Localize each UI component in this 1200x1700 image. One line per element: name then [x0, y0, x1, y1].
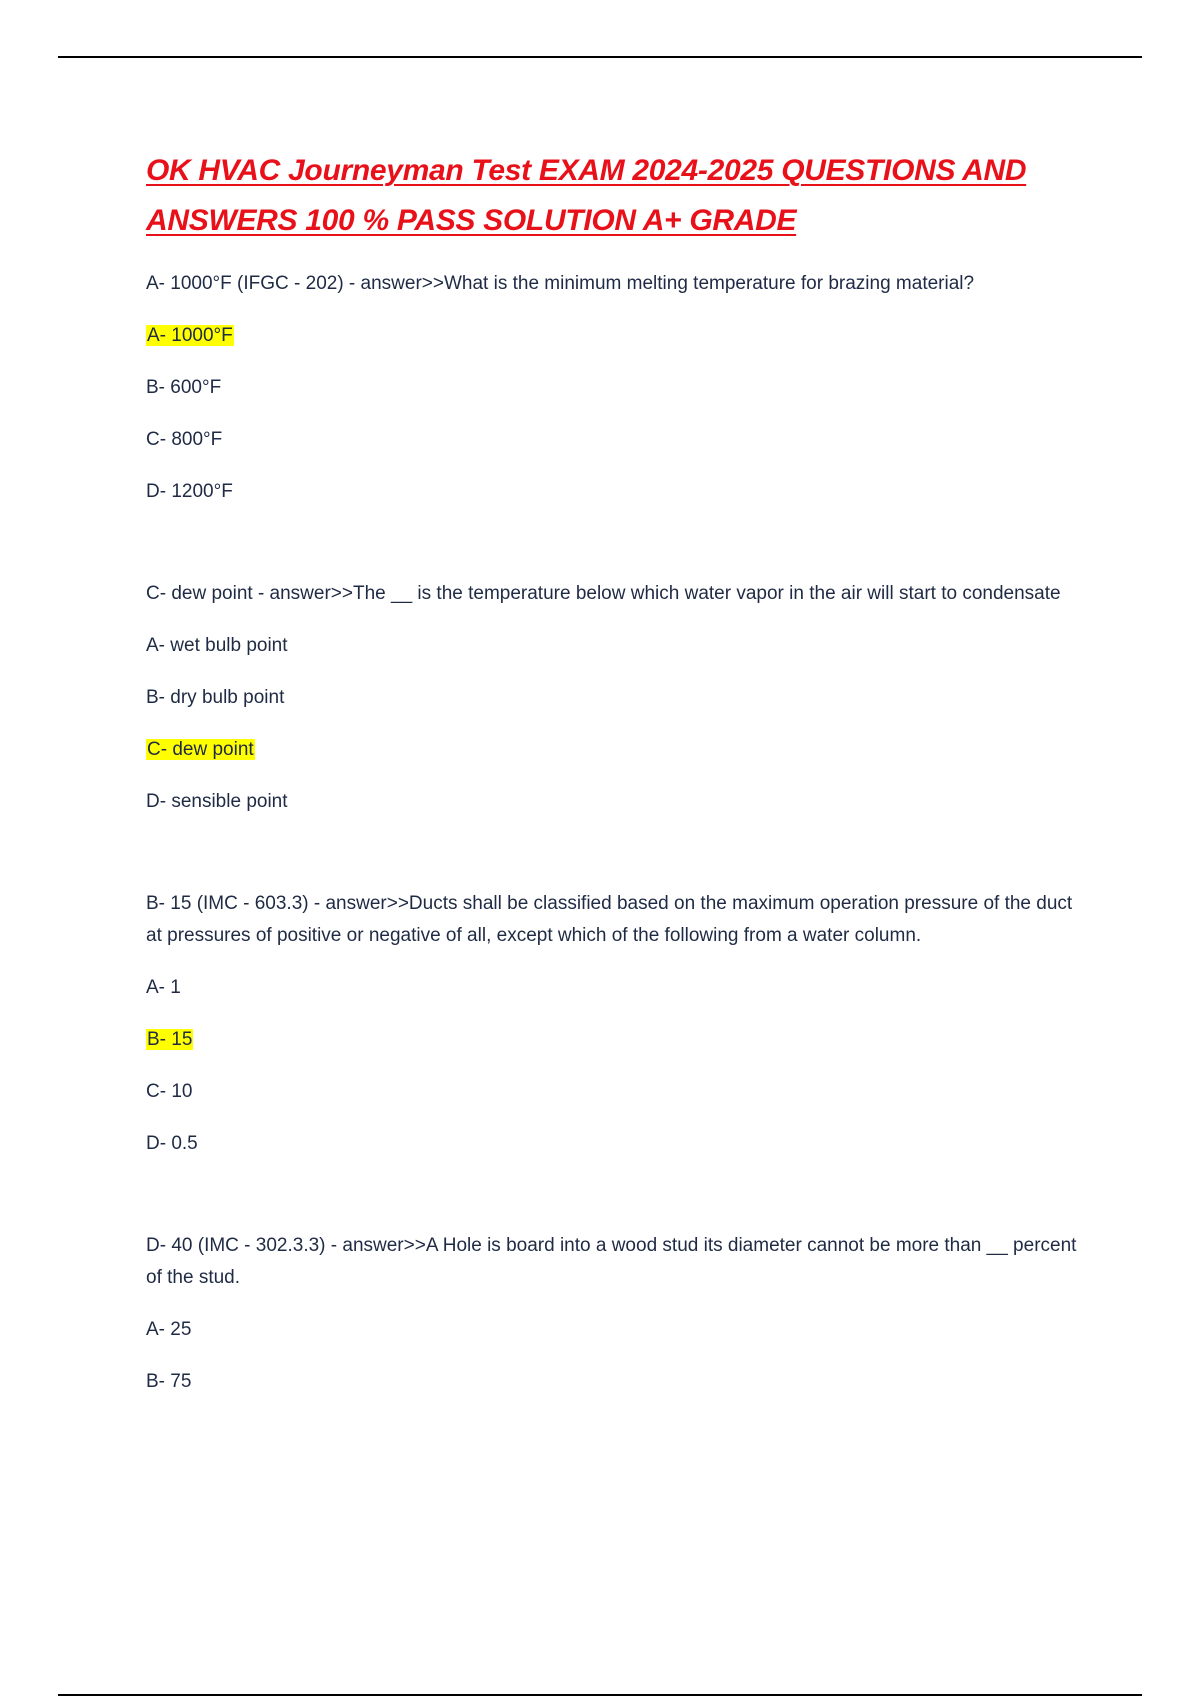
question-block — [146, 578, 1086, 818]
footer-rule — [58, 1694, 1142, 1696]
correct-answer-highlight: C- dew point — [147, 739, 254, 760]
answer-option: A- 1 — [146, 977, 181, 998]
question-text: B- 15 (IMC - 603.3) - answer>>Ducts shall be classified based on the maximum operation pressure of the duct at pressures of positive or negative of all, except which of the following from a water column. — [146, 893, 1073, 946]
question-block — [146, 268, 1086, 508]
correct-answer-highlight: B- 15 — [147, 1029, 193, 1050]
question-text: D- 40 (IMC - 302.3.3) - answer>>A Hole is board into a wood stud its diameter cannot be more than __ percent of the stud. — [146, 1235, 1077, 1288]
answer-option — [146, 320, 1086, 352]
answer-option: B- 600°F — [146, 377, 222, 398]
question-text: C- dew point - answer>>The __ is the temperature below which water vapor in the air will start to condensate — [146, 583, 1061, 604]
answer-option: B- dry bulb point — [146, 687, 285, 708]
header-rule — [58, 56, 1142, 58]
document-title: OK HVAC Journeyman Test EXAM 2024-2025 QUESTIONS AND ANSWERS 100 % PASS SOLUTION A+ GRADE — [146, 154, 1027, 237]
answer-option: B- 75 — [146, 1371, 192, 1392]
answer-option — [146, 1024, 1086, 1056]
question-block — [146, 888, 1086, 1160]
answer-option: D- sensible point — [146, 791, 288, 812]
answer-option: D- 0.5 — [146, 1133, 198, 1154]
question-block — [146, 1230, 1086, 1398]
answer-option: A- 25 — [146, 1319, 192, 1340]
answer-option: A- wet bulb point — [146, 635, 288, 656]
question-text: A- 1000°F (IFGC - 202) - answer>>What is the minimum melting temperature for brazing material? — [146, 273, 975, 294]
answer-option: C- 800°F — [146, 429, 223, 450]
answer-option: D- 1200°F — [146, 481, 233, 502]
answer-option: C- 10 — [146, 1081, 193, 1102]
document-body — [146, 146, 1086, 1468]
answer-option — [146, 734, 1086, 766]
correct-answer-highlight: A- 1000°F — [147, 325, 233, 346]
